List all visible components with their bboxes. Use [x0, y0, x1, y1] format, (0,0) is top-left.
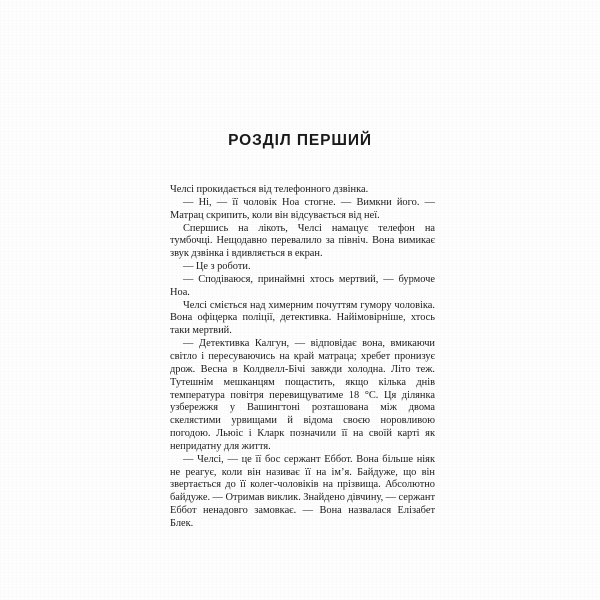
paragraph: — Це з роботи. [183, 261, 251, 273]
paragraph: Челсі прокидається від телефонного дзвінка. [170, 184, 369, 195]
body-text-block [170, 184, 435, 531]
paragraph: — Ні, — її чоловік Ноа стогне. — Вимкни його. — Матрац скрипить, коли він відсувається від неї. [170, 196, 435, 221]
paragraph: — Челсі, — це її бос сержант Еббот. Вона більше ніяк не реагує, коли він називає її на ім’я. Байдуже, що він звертається до її колег-чоловіків на прізвища. Абсолютно байдуже. — Отримав виклик. Знайдено дівчину, — сержант Еббот ненадовго замовкає. — Вона назвалася Елізабет Блек. [170, 453, 435, 529]
paragraph: Челсі сміється над химерним почуттям гумору чоловіка. Вона офіцерка поліції, детективка. Найімовірніше, хтось таки мертвий. [170, 299, 435, 337]
paragraph: Спершись на лікоть, Челсі намацує телефон на тумбочці. Нещодавно перевалило за північ. Вона вимикає звук дзвінка і вдивляється в екран. [170, 222, 435, 260]
paragraph: — Детективка Калгун, — відповідає вона, вмикаючи світло і пересуваючись на край матраца; хребет пронизує дрож. Весна в Колдвелл-Бічі завжди холодна. Літо теж. Тутешнім мешканцям пощастить, якщо кілька днів температура повітря перевищуватиме 18 °C. Ця ділянка узбережжя у Вашингтоні розташована між двома скелястими урвищами й відома своєю норовливою погодою. Льюіс і Кларк позначили її на своїй карті як непридатну для життя. [170, 338, 435, 452]
page-title: РОЗДІЛ ПЕРШИЙ [228, 132, 372, 150]
paragraph: — Сподіваюся, принаймні хтось мертвий, — бурмоче Ноа. [170, 273, 435, 298]
